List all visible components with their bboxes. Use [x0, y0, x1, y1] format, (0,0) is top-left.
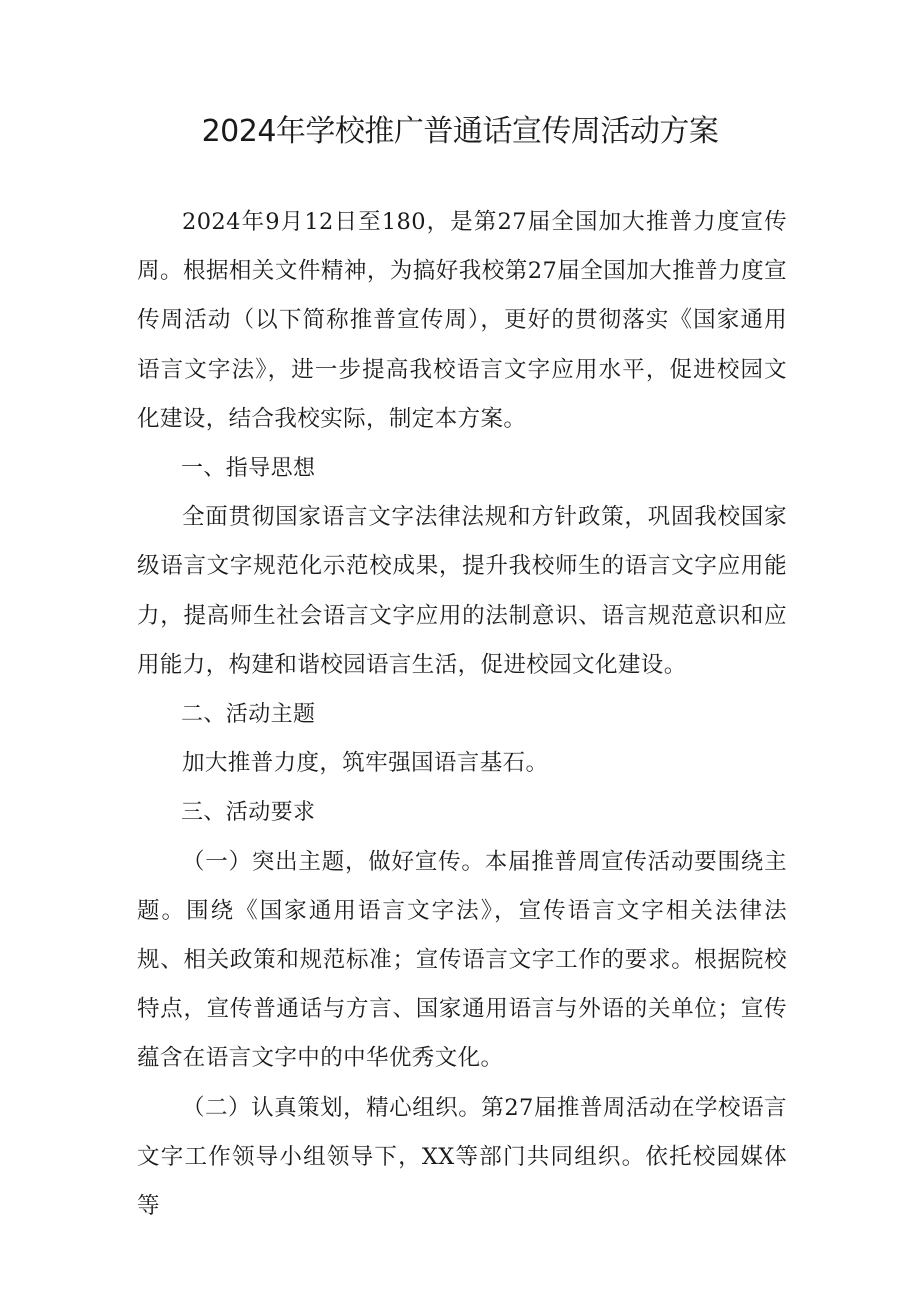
- activity-theme-paragraph: 加大推普力度，筑牢强国语言基石。: [182, 750, 549, 777]
- intro-paragraph: 2024年9月12日至180，是第27届全国加大推普力度宣传周。根据相关文件精神，为搞好我校第27届全国加大推普力度宣传周活动（以下简称推普宣传周），更好的贯彻落实《国家通用语言文字法》，进一步提高我校语言文字应用水平，促进校园文化建设，结合我校实际，制定本方案。: [137, 209, 787, 432]
- requirement-item-1: （一）突出主题，做好宣传。本届推普周宣传活动要围绕主题。围绕《国家通用语言文字法》，宣传语言文字相关法律法规、相关政策和规范标准；宣传语言文字工作的要求。根据院校特点，宣传普通话与方言、国家通用语言与外语的关单位；宣传蕴含在语言文字中的中华优秀文化。: [137, 848, 787, 1072]
- section-heading-activity-theme: 二、活动主题: [181, 702, 316, 728]
- document-body: [137, 198, 787, 1231]
- section-heading-activity-requirements: 三、活动要求: [181, 800, 316, 826]
- guiding-thought-paragraph: 全面贯彻国家语言文字法律法规和方针政策，巩固我校国家级语言文字规范化示范校成果，提升我校师生的语言文字应用能力，提高师生社会语言文字应用的法制意识、语言规范意识和应用能力，构建和谐校园语言生活，促进校园文化建设。: [137, 504, 787, 678]
- document-title: 2024年学校推广普通话宣传周活动方案: [201, 114, 719, 149]
- section-heading-guiding-thought: 一、指导思想: [181, 456, 316, 482]
- requirement-item-2: （二）认真策划，精心组织。第27届推普周活动在学校语言文字工作领导小组领导下，XX等部门共同组织。依托校园媒体等: [137, 1094, 787, 1220]
